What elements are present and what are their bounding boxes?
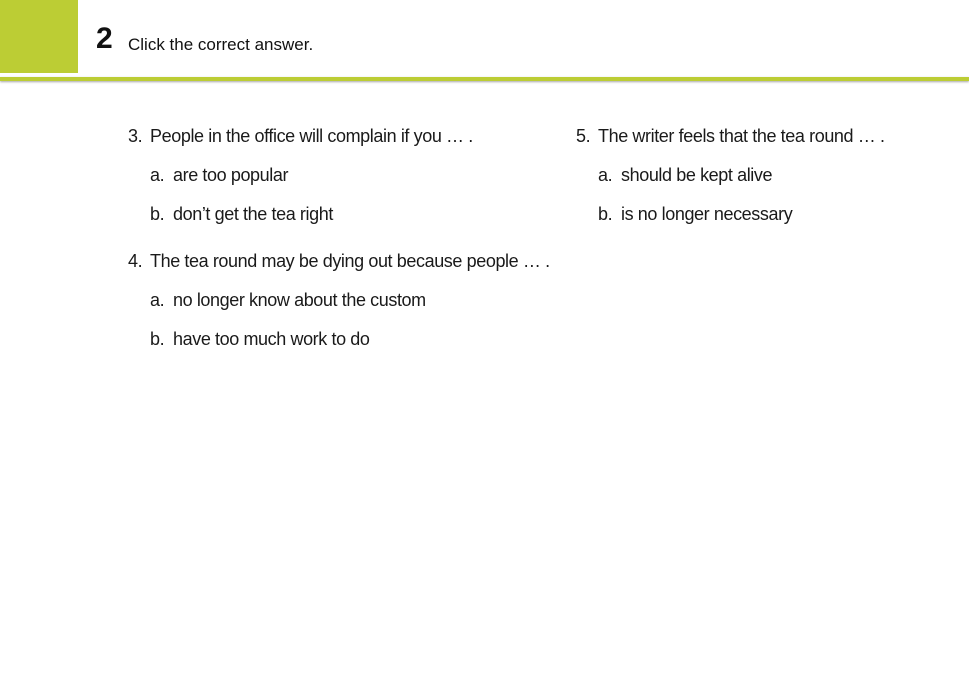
- answer-option-3b[interactable]: [150, 204, 473, 224]
- option-text[interactable]: is no longer necessary: [621, 204, 793, 224]
- question-3: [128, 126, 473, 224]
- option-letter: b.: [598, 204, 613, 224]
- exercise-number: 2: [96, 22, 113, 55]
- answer-option-3a[interactable]: [150, 165, 473, 185]
- header-divider: [0, 77, 969, 81]
- question-prompt: [128, 251, 550, 271]
- question-text: The tea round may be dying out because people … .: [150, 251, 550, 271]
- option-text[interactable]: don’t get the tea right: [173, 204, 333, 224]
- question-text: The writer feels that the tea round … .: [598, 126, 885, 146]
- option-text[interactable]: no longer know about the custom: [173, 290, 426, 310]
- answer-option-5a[interactable]: [598, 165, 885, 185]
- answer-option-4b[interactable]: [150, 329, 550, 349]
- answer-option-5b[interactable]: [598, 204, 885, 224]
- exercise-instruction: Click the correct answer.: [128, 35, 314, 54]
- option-text[interactable]: should be kept alive: [621, 165, 773, 185]
- option-letter: a.: [598, 165, 613, 185]
- option-letter: a.: [150, 165, 165, 185]
- question-prompt: [128, 126, 473, 146]
- question-text: People in the office will complain if you … .: [150, 126, 473, 146]
- answer-option-4a[interactable]: [150, 290, 550, 310]
- question-number: 5.: [576, 126, 591, 146]
- option-letter: b.: [150, 329, 165, 349]
- option-text[interactable]: are too popular: [173, 165, 289, 185]
- question-5: [576, 126, 885, 224]
- question-number: 4.: [128, 251, 143, 271]
- exercise-header: [0, 0, 969, 80]
- question-number: 3.: [128, 126, 143, 146]
- option-letter: b.: [150, 204, 165, 224]
- accent-block: [0, 0, 78, 73]
- option-text[interactable]: have too much work to do: [173, 329, 370, 349]
- option-letter: a.: [150, 290, 165, 310]
- question-prompt: [576, 126, 885, 146]
- question-4: [128, 251, 550, 349]
